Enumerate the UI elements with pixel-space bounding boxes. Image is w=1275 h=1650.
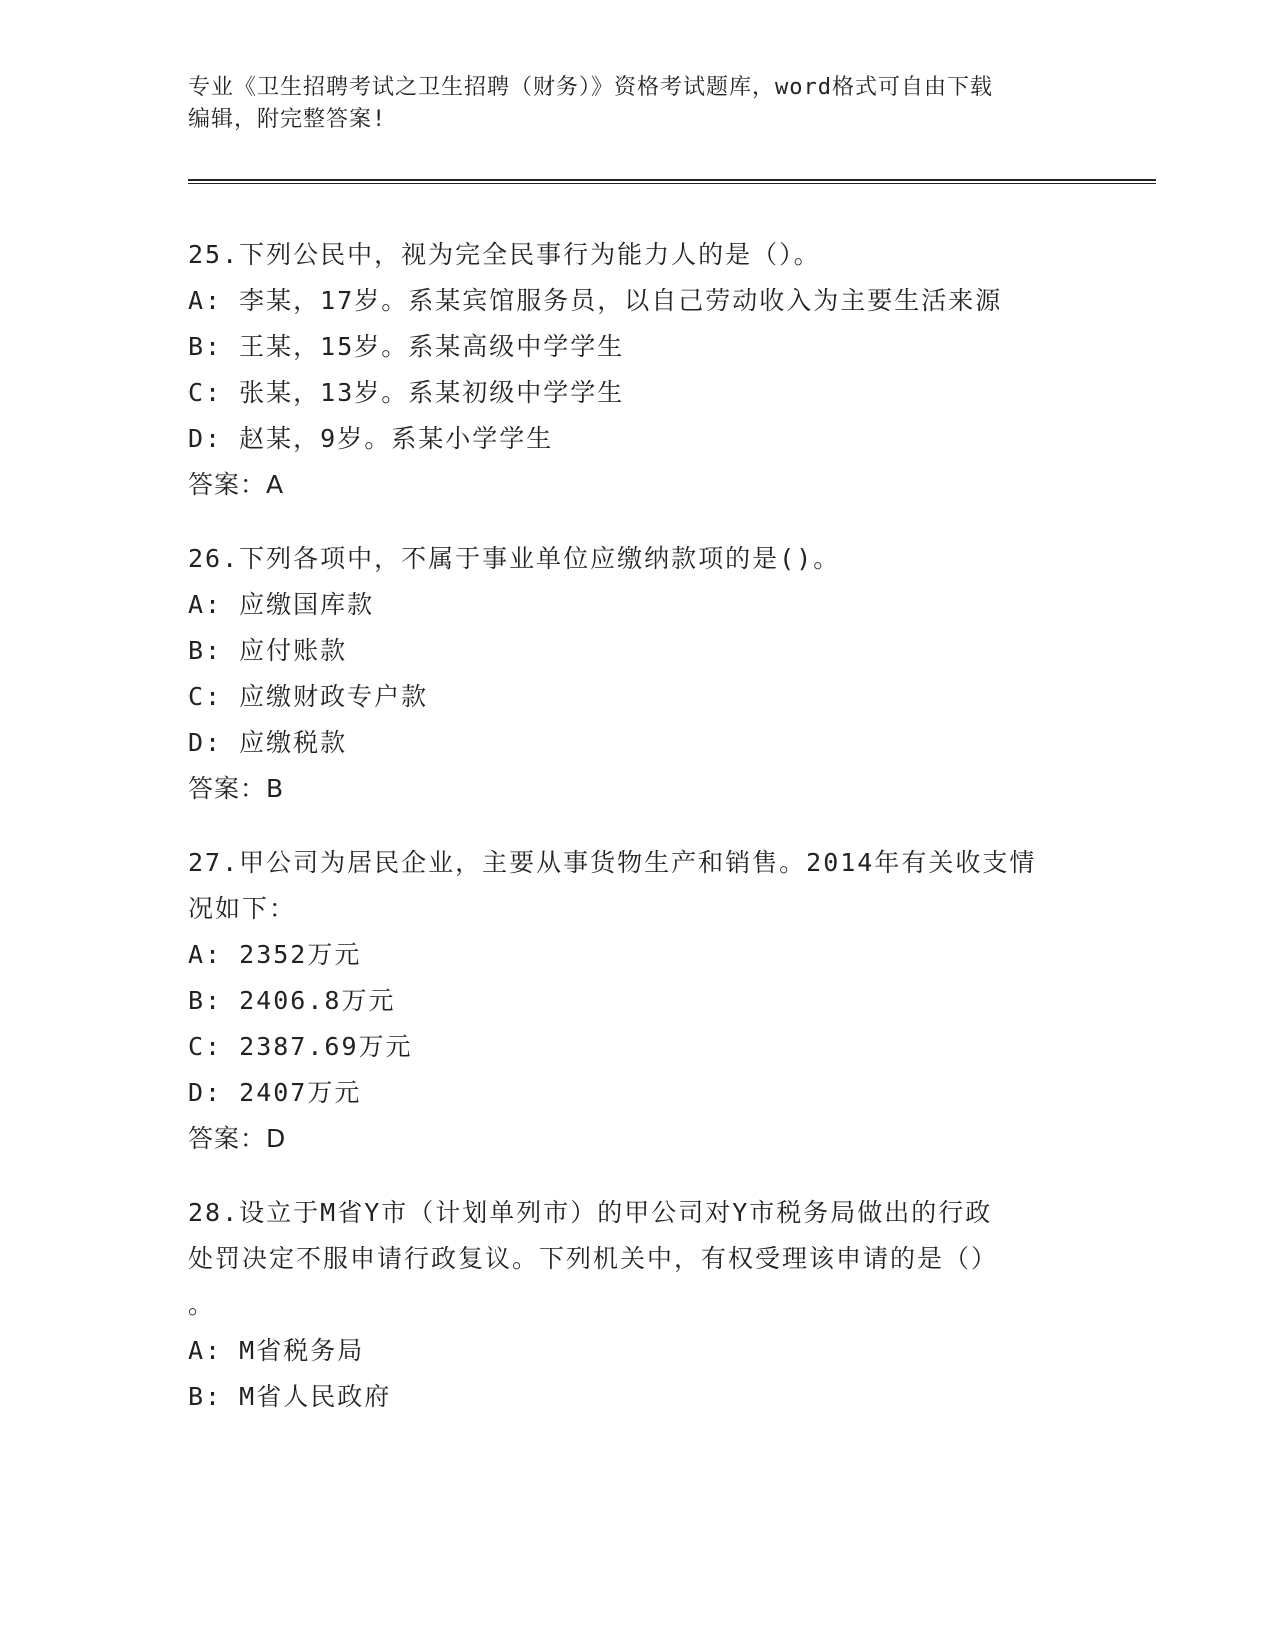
question-28	[188, 1190, 1108, 1420]
option-d: D: 2407万元	[188, 1078, 362, 1107]
option-c: C: 张某，13岁。系某初级中学学生	[188, 378, 625, 407]
answer-label: 答案：A	[188, 470, 285, 499]
question-stem-continued: 处罚决定不服申请行政复议。下列机关中，有权受理该申请的是（）	[188, 1244, 999, 1273]
question-list	[188, 232, 1108, 1448]
option-b: B: 应付账款	[188, 636, 348, 665]
header-divider-thin	[188, 183, 1156, 184]
option-b: B: 王某，15岁。系某高级中学学生	[188, 332, 625, 361]
question-stem-continued: 况如下：	[188, 894, 297, 923]
question-25	[188, 232, 1108, 508]
question-stem-continued: 。	[188, 1290, 216, 1319]
option-d: D: 应缴税款	[188, 728, 348, 757]
answer-label: 答案：B	[188, 774, 285, 803]
question-27	[188, 840, 1108, 1162]
question-26	[188, 536, 1108, 812]
option-c: C: 2387.69万元	[188, 1032, 413, 1061]
option-c: C: 应缴财政专户款	[188, 682, 429, 711]
header-divider-thick	[188, 179, 1156, 181]
question-stem: 27.甲公司为居民企业，主要从事货物生产和销售。2014年有关收支情	[188, 848, 1037, 877]
option-b: B: M省人民政府	[188, 1382, 392, 1411]
question-stem: 25.下列公民中，视为完全民事行为能力人的是（）。	[188, 240, 821, 269]
option-a: A: 李某，17岁。系某宾馆服务员，以自己劳动收入为主要生活来源	[188, 286, 1003, 315]
document-header	[188, 72, 1088, 136]
option-b: B: 2406.8万元	[188, 986, 396, 1015]
answer-label: 答案：D	[188, 1124, 287, 1153]
header-line-1: 专业《卫生招聘考试之卫生招聘（财务）》资格考试题库，word格式可自由下载	[188, 75, 993, 100]
question-stem: 28.设立于M省Y市（计划单列市）的甲公司对Y市税务局做出的行政	[188, 1198, 993, 1227]
option-d: D: 赵某，9岁。系某小学学生	[188, 424, 554, 453]
option-a: A: 2352万元	[188, 940, 362, 969]
question-stem: 26.下列各项中，不属于事业单位应缴纳款项的是()。	[188, 544, 841, 573]
header-line-2: 编辑，附完整答案!	[188, 107, 387, 132]
option-a: A: 应缴国库款	[188, 590, 375, 619]
option-a: A: M省税务局	[188, 1336, 365, 1365]
